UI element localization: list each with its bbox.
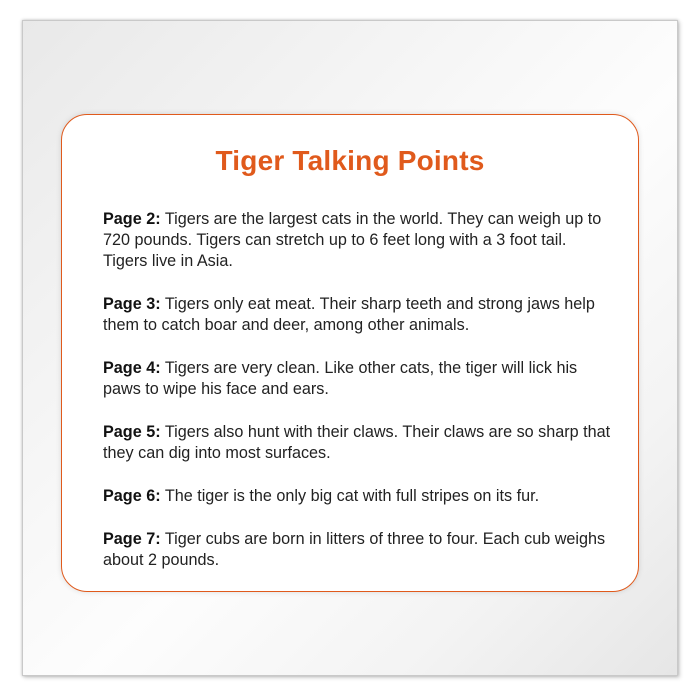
talking-points-card (61, 114, 639, 592)
point-label: Page 5: (103, 423, 161, 441)
talking-point-page-6 (103, 486, 613, 507)
point-text: Tigers are the largest cats in the world. They can weigh up to 720 pounds. Tigers can stretch up to 6 feet long with a 3 foot tail. Tigers live in Asia. (103, 210, 602, 270)
talking-point-page-4 (103, 358, 613, 400)
talking-point-page-7 (103, 529, 613, 571)
talking-point-page-3 (103, 294, 613, 336)
point-label: Page 4: (103, 359, 161, 377)
card-title: Tiger Talking Points (215, 145, 485, 176)
talking-point-page-5 (103, 422, 613, 464)
point-text: Tigers also hunt with their claws. Their claws are so sharp that they can dig into most surfaces. (103, 423, 611, 462)
talking-point-page-2 (103, 209, 613, 272)
point-text: Tigers only eat meat. Their sharp teeth and strong jaws help them to catch boar and deer, among other animals. (103, 295, 595, 334)
point-text: Tiger cubs are born in litters of three to four. Each cub weighs about 2 pounds. (103, 530, 606, 569)
point-text: The tiger is the only big cat with full stripes on its fur. (164, 487, 540, 505)
point-label: Page 2: (103, 210, 161, 228)
point-label: Page 7: (103, 530, 161, 548)
point-label: Page 3: (103, 295, 161, 313)
point-text: Tigers are very clean. Like other cats, the tiger will lick his paws to wipe his face and ears. (103, 359, 578, 398)
talking-points-list (103, 209, 613, 593)
point-label: Page 6: (103, 487, 161, 505)
